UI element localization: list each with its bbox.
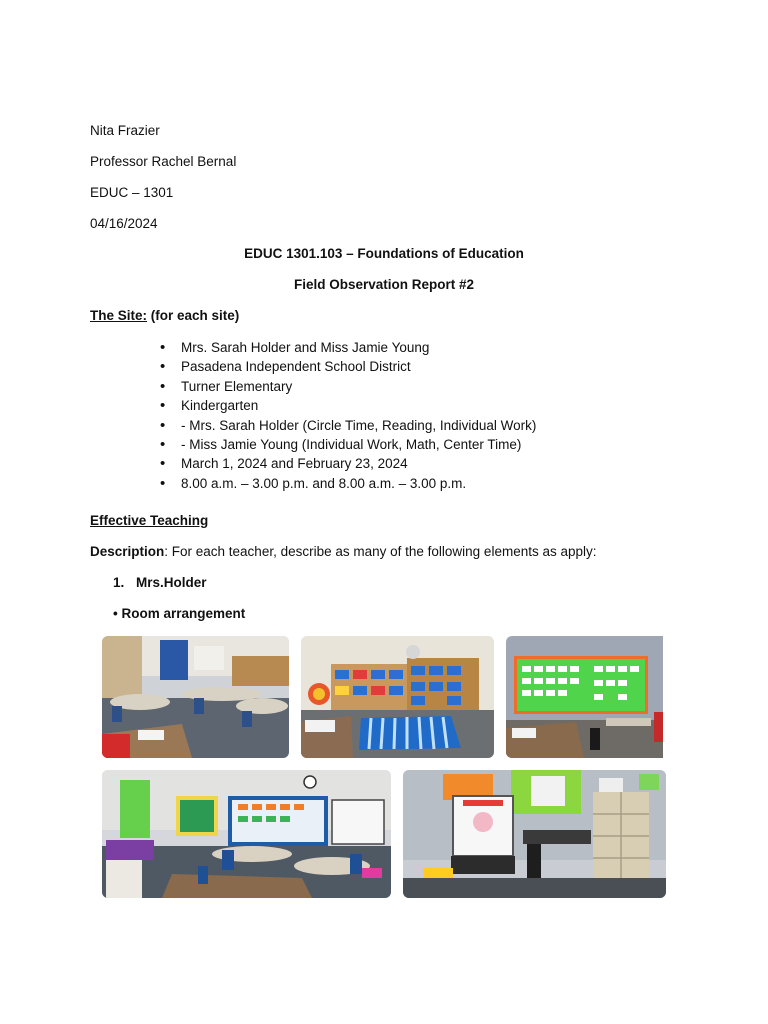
description-label: Description [90,544,165,559]
course-title: EDUC 1301.103 – Foundations of Education [244,246,524,261]
teacher-name: Mrs.Holder [136,575,207,590]
professor-name: Professor Rachel Bernal [90,154,237,169]
classroom-photo-2 [301,636,494,758]
classroom-photo-1-image [102,636,289,758]
effective-teaching-heading: Effective Teaching [90,513,209,528]
description-text: : For each teacher, describe as many of the following elements as apply: [164,544,597,559]
list-item: • Turner Elementary [160,377,536,396]
classroom-photo-4 [102,770,391,898]
classroom-photo-5-image [403,770,666,898]
site-heading-note: (for each site) [147,308,240,323]
room-arrangement-heading [113,606,245,621]
classroom-photo-3-image [506,636,663,758]
list-item: • Kindergarten [160,396,536,415]
classroom-photo-2-image [301,636,494,758]
student-name: Nita Frazier [90,123,160,138]
list-item: • Mrs. Sarah Holder and Miss Jamie Young [160,338,536,357]
list-item: • March 1, 2024 and February 23, 2024 [160,454,536,473]
room-arrangement-label: Room arrangement [121,606,246,621]
list-item: • - Miss Jamie Young (Individual Work, Math, Center Time) [160,435,536,454]
site-heading-label: The Site: [90,308,148,323]
list-item: • Pasadena Independent School District [160,357,536,376]
teacher-number: 1. [113,575,125,590]
classroom-photo-3 [506,636,663,758]
bullet-icon: • [113,606,118,621]
course-code: EDUC – 1301 [90,185,174,200]
classroom-photo-1 [102,636,289,758]
site-list [160,338,536,493]
site-heading [90,308,239,323]
report-date: 04/16/2024 [90,216,158,231]
teacher-heading [113,575,207,590]
list-item: • - Mrs. Sarah Holder (Circle Time, Reading, Individual Work) [160,416,536,435]
classroom-photo-4-image [102,770,391,898]
classroom-photo-5 [403,770,666,898]
description-line [90,544,597,559]
report-title: Field Observation Report #2 [293,277,475,292]
list-item: • 8.00 a.m. – 3.00 p.m. and 8.00 a.m. – 3.00 p.m. [160,474,536,493]
